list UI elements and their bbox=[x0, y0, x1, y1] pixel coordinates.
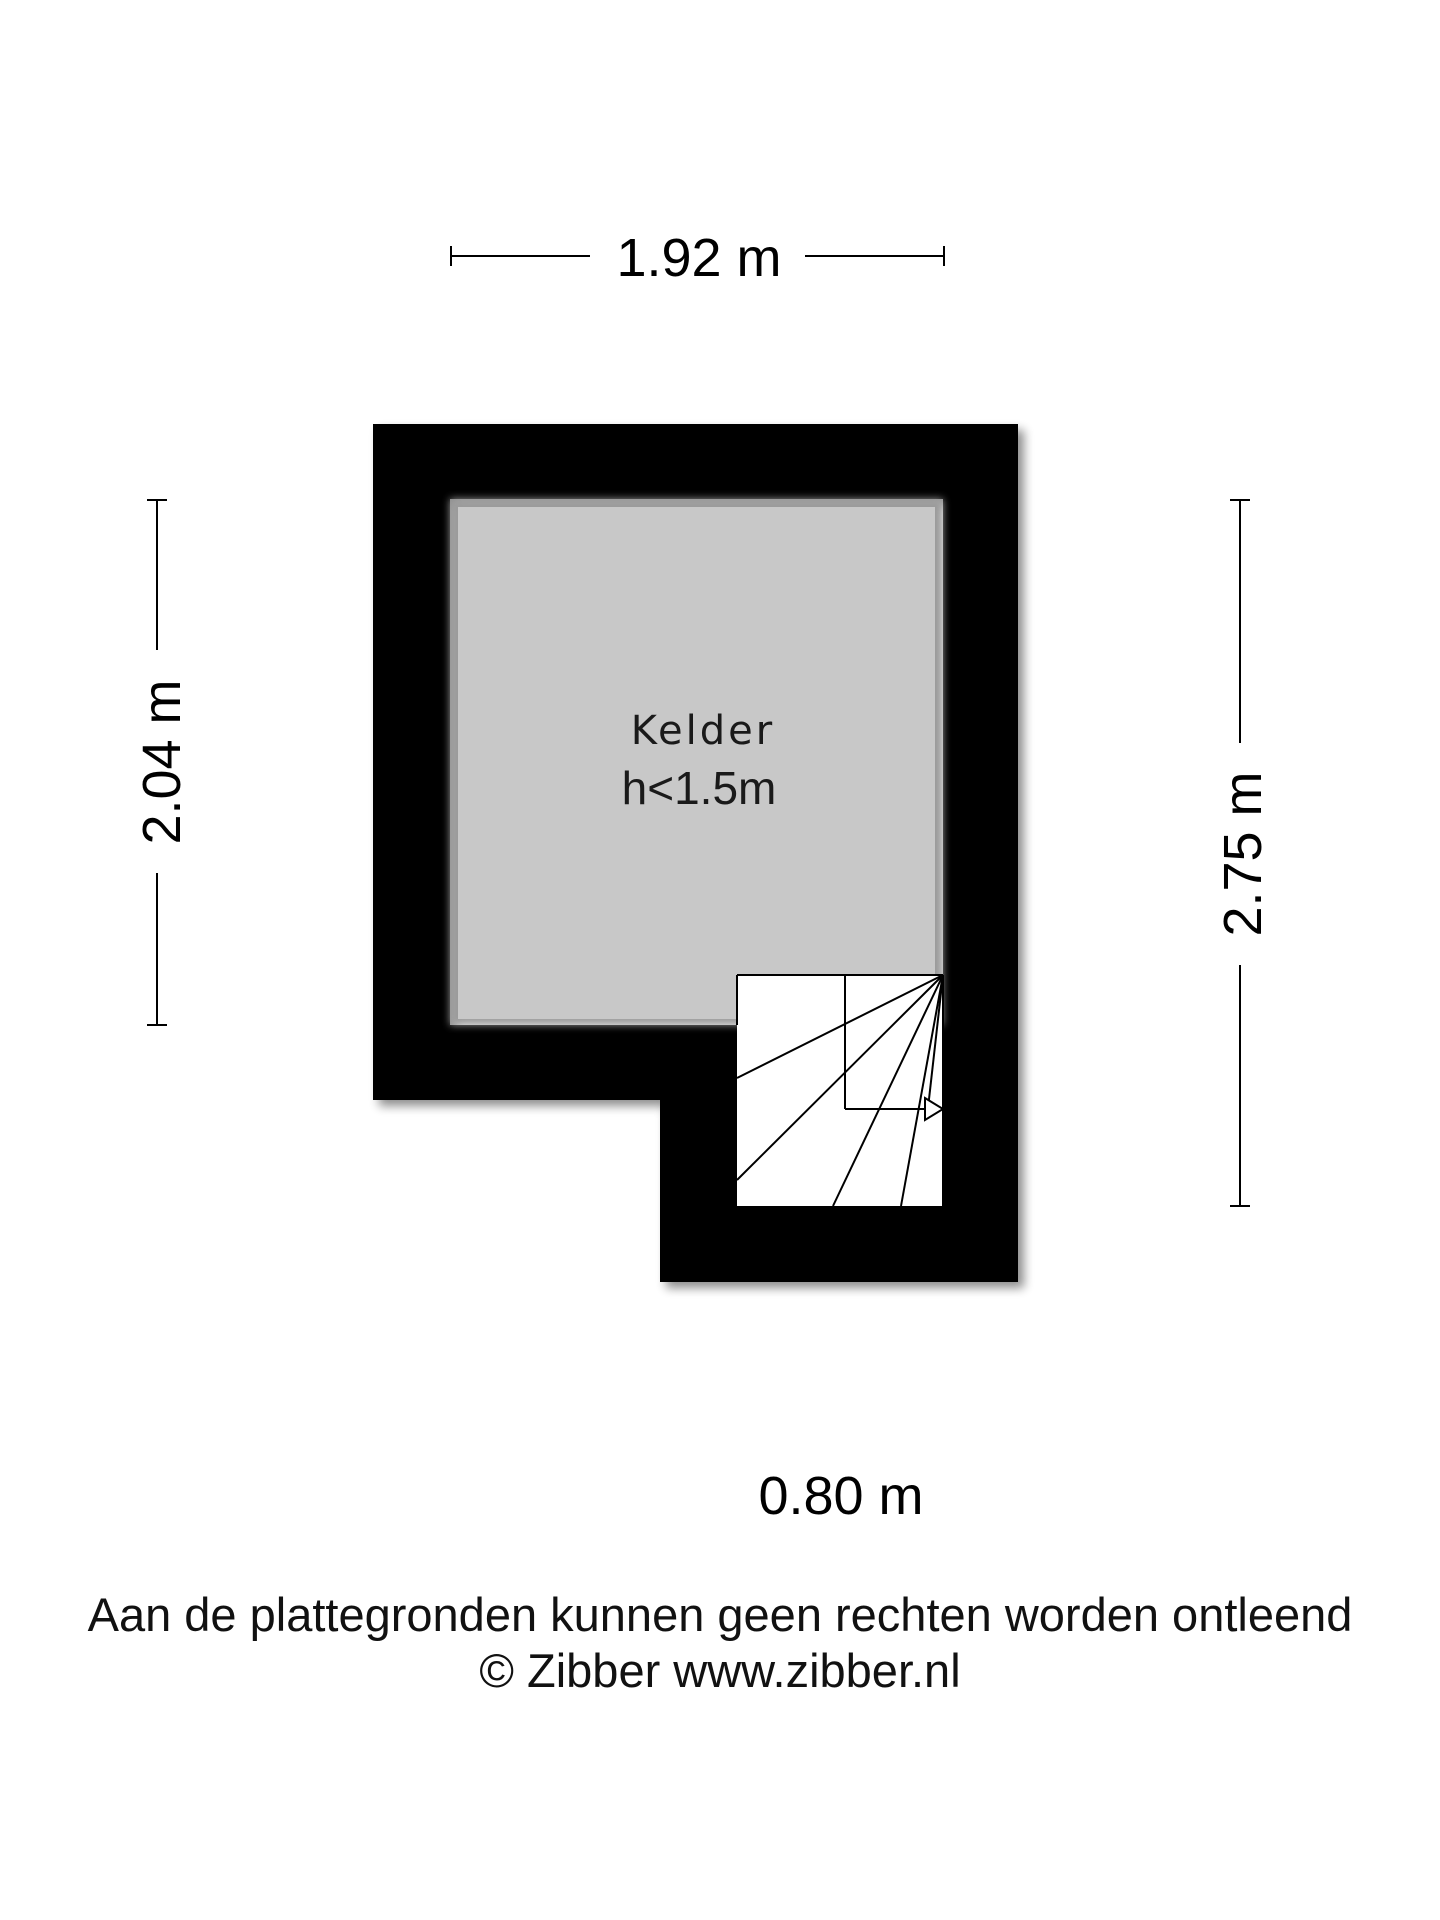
dimension-bottom-label: 0.80 m bbox=[758, 1466, 924, 1526]
room-height-note: h<1.5m bbox=[621, 762, 777, 814]
dimension-left-label: 2.04 m bbox=[132, 679, 192, 845]
room-name: Kelder bbox=[630, 708, 776, 754]
dimension-top-label: 1.92 m bbox=[616, 228, 782, 288]
disclaimer-text: Aan de plattegronden kunnen geen rechten worden ontleend bbox=[87, 1588, 1353, 1641]
dimension-right-label: 2.75 m bbox=[1213, 771, 1273, 937]
credit-text: © Zibber www.zibber.nl bbox=[479, 1644, 961, 1697]
